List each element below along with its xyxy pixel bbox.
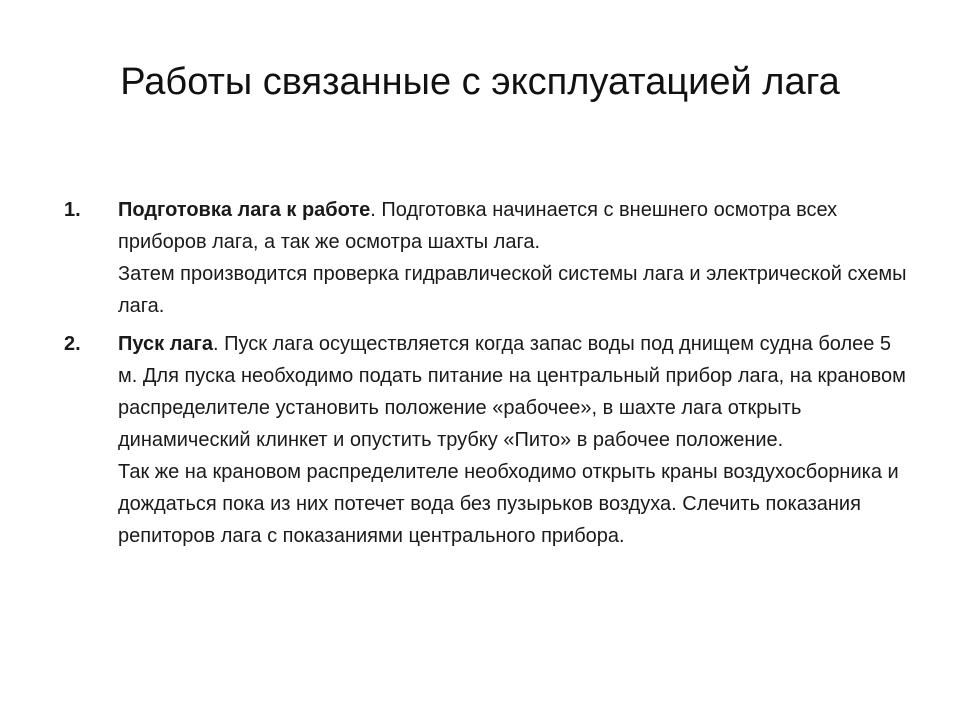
item-first-paragraph <box>118 194 914 258</box>
slide-title: Работы связанные с эксплуатацией лага <box>120 61 840 103</box>
item-number: 2. <box>64 333 81 355</box>
item-first-paragraph <box>118 328 914 456</box>
steps-list <box>64 194 914 552</box>
list-item-start <box>64 328 914 552</box>
item-number: 1. <box>64 199 81 221</box>
item-text: . Подготовка начинается с внешнего осмотра всех приборов лага, а так же осмотра шахты лага. <box>118 199 838 253</box>
item-extra-paragraph: Затем производится проверка гидравлической системы лага и электрической схемы лага. <box>118 263 907 317</box>
item-heading: Подготовка лага к работе <box>118 199 371 221</box>
item-text: . Пуск лага осуществляется когда запас воды под днищем судна более 5 м. Для пуска необходимо подать питание на центральный прибор лага, на крановом распределителе установить положение «рабочее», в шахте лага открыть динамический клинкет и опустить трубку «Пито» в рабочее положение. <box>118 333 906 451</box>
item-heading: Пуск лага <box>118 333 213 355</box>
item-extra-paragraph: Так же на крановом распределителе необходимо открыть краны воздухосборника и дождаться пока из них потечет вода без пузырьков воздуха. Слечить показания репиторов лага с показаниями центрального прибора. <box>118 461 899 547</box>
list-item-preparation <box>64 194 914 322</box>
